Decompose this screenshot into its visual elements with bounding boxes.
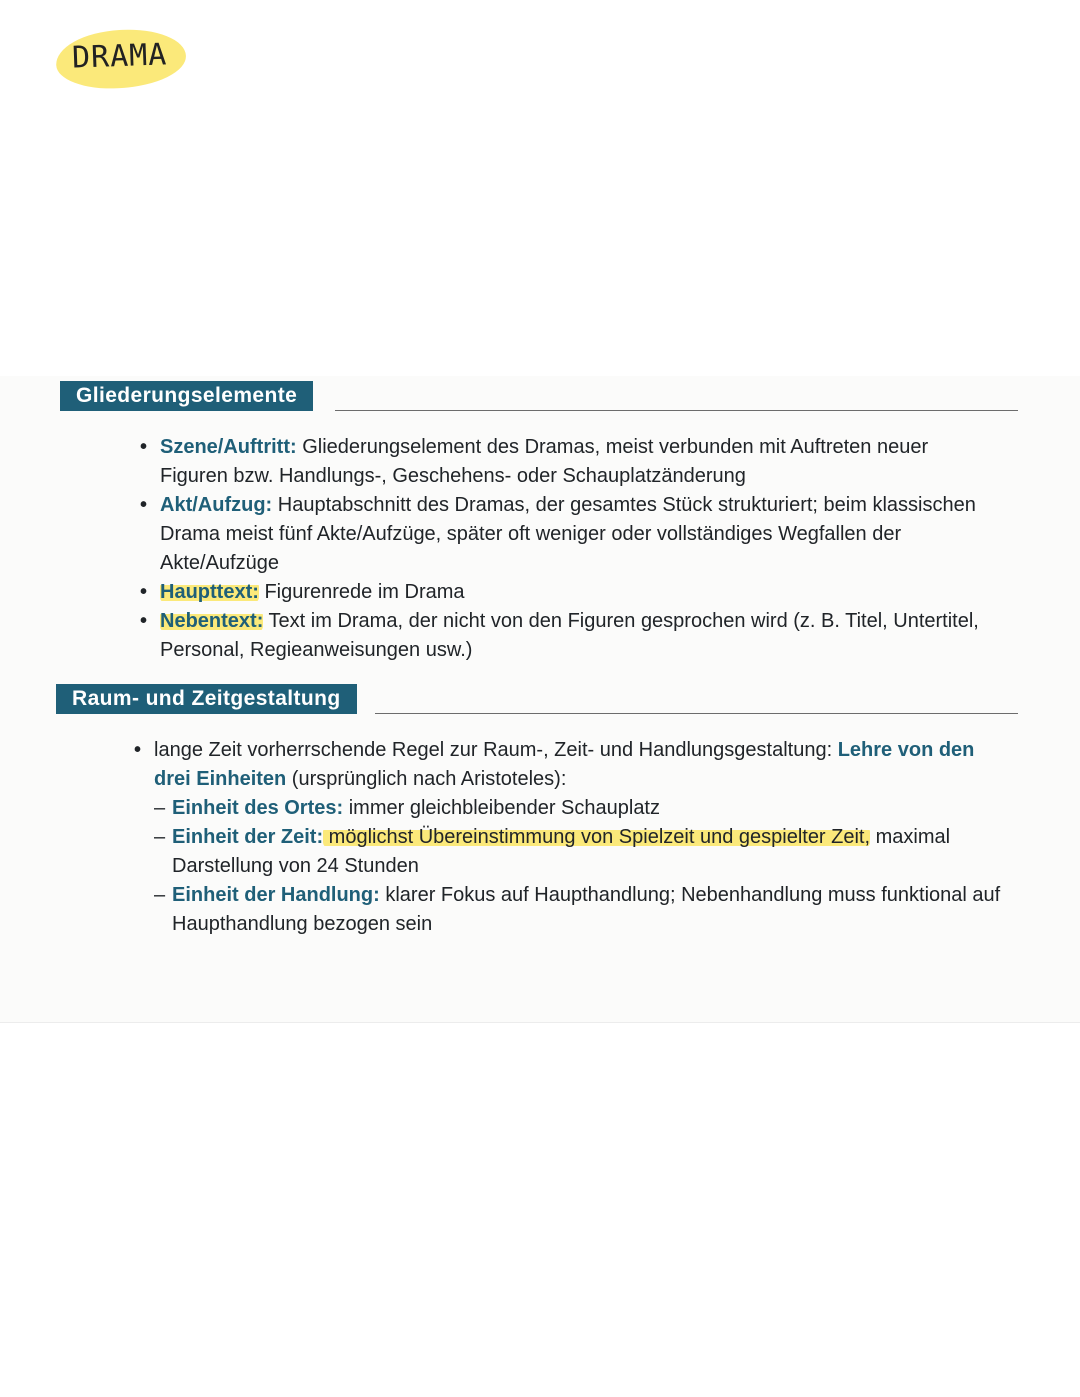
intro-tail: (ursprünglich nach Aristoteles): <box>286 768 567 790</box>
list-item <box>140 433 1000 491</box>
rule-list <box>134 736 1014 939</box>
sub-definition: maximal Darstellung von 24 Stunden <box>172 826 951 877</box>
bullet-icon: • <box>140 581 148 603</box>
term-label-highlighted: Nebentext: <box>160 610 264 632</box>
bullet-icon: • <box>134 739 142 761</box>
sub-item <box>154 881 1014 939</box>
term-definition: Figurenrede im Drama <box>258 581 465 603</box>
sub-term: Einheit des Ortes: <box>172 797 344 819</box>
section-heading: Raum- und Zeitgestaltung <box>56 684 357 714</box>
term-label: Szene/Auftritt: <box>160 436 297 458</box>
sub-item <box>154 823 1014 881</box>
heading-rule <box>335 410 1018 411</box>
scanned-textbook-excerpt <box>0 376 1080 1023</box>
intro-text: lange Zeit vorherrschende Regel zur Raum-, Zeit- und Handlungsgestaltung: <box>154 739 838 761</box>
dash-icon: – <box>154 826 166 848</box>
heading-rule <box>375 713 1018 714</box>
bullet-icon: • <box>140 610 148 632</box>
term-definition: Gliederungselement des Dramas, meist verbunden mit Auftreten neuer Figuren bzw. Handlungs-, Geschehens- oder Schauplatzänderung <box>160 436 929 487</box>
sub-term: Einheit der Zeit: <box>172 826 324 848</box>
list-item <box>140 607 1000 665</box>
sub-item <box>154 794 1014 823</box>
intro-term: Lehre von den drei Einheiten <box>154 739 975 790</box>
sub-definition: immer gleichbleibender Schauplatz <box>343 797 660 819</box>
handwritten-title-text: DRAMA <box>71 37 168 76</box>
section-heading: Gliederungselemente <box>60 381 313 411</box>
term-list <box>140 433 1000 665</box>
list-item <box>134 736 1014 939</box>
term-definition: Text im Drama, der nicht von den Figuren gesprochen wird (z. B. Titel, Untertitel, Personal, Regieanweisungen usw.) <box>160 610 979 661</box>
sub-definition: klarer Fokus auf Haupthandlung; Nebenhandlung muss funktional auf Haupthandlung bezogen sein <box>172 884 1001 935</box>
term-label-highlighted: Haupttext: <box>160 581 259 603</box>
term-definition: Hauptabschnitt des Dramas, der gesamtes Stück strukturiert; beim klassischen Drama meist fünf Akte/Aufzüge, später oft weniger oder vollständiges Wegfallen der Akte/Aufzüge <box>160 494 976 574</box>
list-item <box>140 491 1000 578</box>
term-label: Akt/Aufzug: <box>160 494 273 516</box>
highlighted-text: möglichst Übereinstimmung von Spielzeit und gespielter Zeit, <box>323 826 871 848</box>
sub-term: Einheit der Handlung: <box>172 884 380 906</box>
bullet-icon: • <box>140 494 148 516</box>
dash-icon: – <box>154 797 166 819</box>
list-item <box>140 578 1000 607</box>
handwritten-title <box>56 30 186 88</box>
bullet-icon: • <box>140 436 148 458</box>
dash-icon: – <box>154 884 166 906</box>
